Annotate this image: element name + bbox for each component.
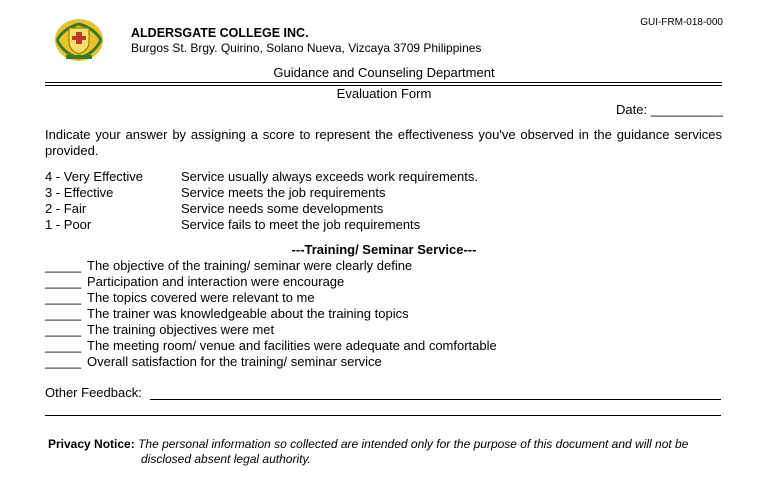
evaluation-item — [45, 306, 497, 322]
scale-description: Service needs some developments — [181, 201, 384, 216]
scale-description: Service usually always exceeds work requirements. — [181, 169, 478, 184]
form-code: GUI-FRM-018-000 — [640, 17, 723, 28]
header-rule-top — [45, 82, 722, 83]
item-text: Overall satisfaction for the training/ seminar service — [87, 354, 382, 369]
evaluation-item — [45, 338, 497, 354]
evaluation-items — [45, 258, 497, 370]
college-seal-logo — [54, 18, 104, 62]
item-text: The meeting room/ venue and facilities were adequate and comfortable — [87, 338, 497, 353]
form-title: Evaluation Form — [336, 86, 432, 101]
instructions-text: Indicate your answer by assigning a score to represent the effectiveness you've observed in the guidance services provided. — [45, 127, 722, 158]
feedback-label: Other Feedback: — [45, 385, 142, 400]
score-blank[interactable]: _____ — [45, 306, 82, 321]
item-text: The training objectives were met — [87, 322, 275, 337]
scale-score: 3 - Effective — [45, 185, 114, 200]
evaluation-item — [45, 290, 497, 306]
scale-description: Service fails to meet the job requirements — [181, 217, 421, 232]
score-blank[interactable]: _____ — [45, 258, 82, 273]
scale-score: 4 - Very Effective — [45, 169, 144, 184]
privacy-text-line2: disclosed absent legal authority. — [141, 452, 311, 466]
feedback-input-line-2[interactable] — [45, 415, 721, 416]
item-text: The objective of the training/ seminar were clearly define — [87, 258, 413, 273]
evaluation-item — [45, 258, 497, 274]
evaluation-item — [45, 274, 497, 290]
feedback-input-line[interactable] — [150, 399, 721, 400]
evaluation-item — [45, 354, 497, 370]
item-text: The topics covered were relevant to me — [87, 290, 315, 305]
score-blank[interactable]: _____ — [45, 354, 82, 369]
college-name: ALDERSGATE COLLEGE INC. — [131, 26, 309, 40]
scale-description: Service meets the job requirements — [181, 185, 386, 200]
privacy-notice — [48, 436, 688, 452]
privacy-text-line1: The personal information so collected are intended only for the purpose of this document and will not be — [138, 437, 689, 451]
scale-score: 2 - Fair — [45, 201, 87, 216]
college-address: Burgos St. Brgy. Quirino, Solano Nueva, Vizcaya 3709 Philippines — [131, 41, 482, 55]
department-title: Guidance and Counseling Department — [273, 65, 495, 80]
date-field[interactable]: Date: __________ — [616, 102, 723, 117]
privacy-label: Privacy Notice: — [48, 437, 135, 451]
section-title: ---Training/ Seminar Service--- — [291, 242, 477, 257]
score-blank[interactable]: _____ — [45, 274, 82, 289]
score-blank[interactable]: _____ — [45, 338, 82, 353]
score-blank[interactable]: _____ — [45, 290, 82, 305]
scale-score: 1 - Poor — [45, 217, 92, 232]
score-blank[interactable]: _____ — [45, 322, 82, 337]
evaluation-item — [45, 322, 497, 338]
item-text: The trainer was knowledgeable about the training topics — [87, 306, 409, 321]
item-text: Participation and interaction were encourage — [87, 274, 345, 289]
